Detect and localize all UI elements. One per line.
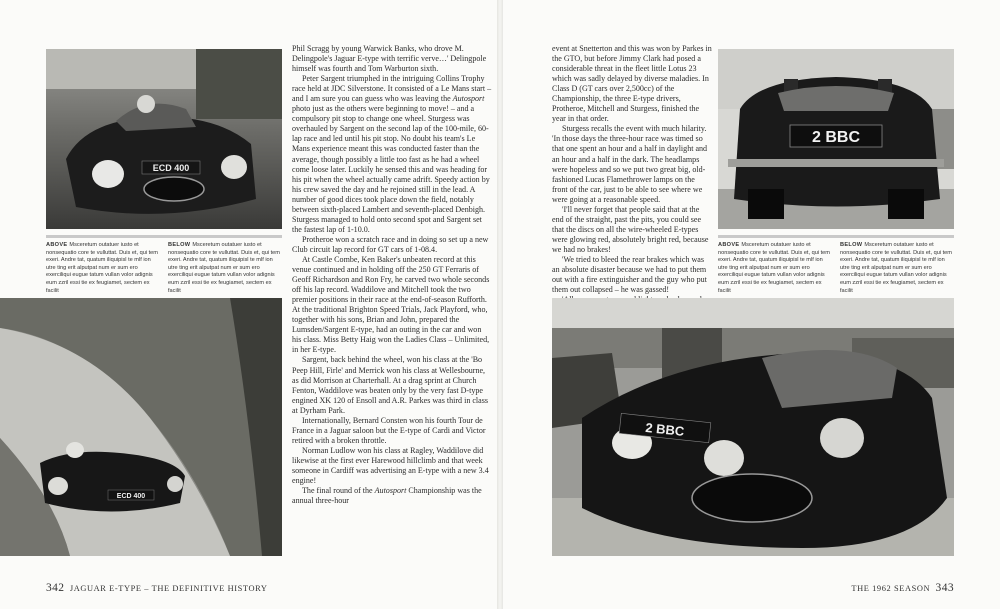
caption-below-left [168, 242, 282, 295]
right-body-column [552, 44, 712, 305]
photo-etype-hillclimb [0, 298, 282, 556]
paragraph: Norman Ludlow won his class at Ragley, Waddilove did likewise at the first ever Harewood hillclimb and that week someone in Cardiff was advertising an E-type with a new 3.4 engine! [292, 445, 489, 486]
caption-label: ABOVE [718, 242, 740, 248]
paragraph: Phil Scragg by young Warwick Banks, who drove M. Delingpole's Jaguar E-type with terrific verve…' Delingpole himself was fourth and Tom Warburton sixth. [292, 44, 487, 74]
number-plate-top-left: ECD 400 [152, 163, 190, 173]
paragraph: Sargent, back behind the wheel, won his class at the 'Bo Peep Hill, Firle' and Merrick won his class at Wellesbourne, as did Morrison at Charterhall. At a drag sprint at Church Fenton, Waddilove was beaten only by the very fast D-type engined XK 120 of Ensoll and A.R. Parkes was third in class at Dyrham Park. [292, 355, 489, 415]
caption-label: ABOVE [46, 242, 68, 248]
caption-above-right [718, 242, 830, 295]
running-head-left: JAGUAR E-TYPE – THE DEFINITIVE HISTORY [69, 584, 268, 593]
photo-etype-paddock [552, 298, 954, 556]
number-plate-bottom-left: ECD 400 [116, 493, 146, 500]
caption-label: BELOW [168, 242, 191, 248]
caption-text: Msceretum outatuer iusto et nonsequatio core te vulluttat. Duis et, qui tem exeri. Andre tat, quatum iliquipisl te mlf ion utre ting erit alputpat num er sum ero exerciliqui eugue tatum vullan volor adignis eum zzril essi tie ex feugiamet, sectem ex facilit [46, 242, 158, 294]
caption-label: BELOW [840, 242, 863, 248]
photo-etype-rear [718, 49, 954, 229]
right-folio [851, 582, 954, 594]
paragraph: Sturgess recalls the event with much hilarity. 'In those days the three-hour race was timed so that one spent an hour and a half in daylight and an hour and a half in the dark. The headlamps were hopeless and so we put two great big, old-fashioned Lucas Flamethrower lamps on the front of the car, just to be able to see where we were going at a reasonable speed. [552, 124, 708, 204]
number-plate-top-right: 2 BBC [811, 129, 861, 146]
paragraph: event at Snetterton and this was won by Parkes in the GTO, but before Jimmy Clark had posed a considerable threat in the fleet little Lotus 23 which was sadly delayed by diverse maladies. In Class D (GT cars over 2,500cc) of the Championship, the three E-type drivers, Protheroe, Mitchell and Sturgess, finished the year in that order. [552, 44, 712, 124]
caption-text: Msceretum outatuer iusto et nonsequatio core te vulluttat. Duis et, qui tem exeri. Andre tat, quatum iliquipisl te mlf ion utre ting erit alputpat num er sum ero exerciliqui eugue tatum vullan volor adignis eum zzril essi tie ex feugiamet, sectem ex facilit [168, 242, 280, 294]
running-head-right: THE 1962 SEASON [851, 584, 931, 593]
left-body-column [292, 44, 492, 506]
caption-above-left [46, 242, 158, 295]
page-number-right: 343 [935, 582, 954, 594]
caption-rule [46, 235, 282, 238]
caption-text: Msceretum outatuer iusto et nonsequatio core te vulluttat. Duis et, qui tem exeri. Andre tat, quatum iliquipisl te mlf ion utre ting erit alputpat num er sum ero exerciliqui eugue tatum vullan volor adignis eum zzril essi tie ex feugiamet, sectem ex facilit [718, 242, 830, 294]
caption-text: Msceretum outatuer iusto et nonsequatio core te vulluttat. Duis et, qui tem exeri. Andre tat, quatum iliquipisl te mlf ion utre ting erit alputpat num er sum ero exerciliqui eugue tatum vullan volor adignis eum zzril essi tie ex feugiamet, sectem ex facilit [840, 242, 952, 294]
caption-rule [718, 235, 954, 238]
caption-below-right [840, 242, 954, 295]
paragraph: 'We tried to bleed the rear brakes which was an absolute disaster because we had to put them out with a fire extinguisher and the guy who put them out collapsed – he was gassed! [552, 254, 707, 295]
paragraph: The final round of the Autosport Championship was the annual three-hour [292, 486, 482, 506]
paragraph: 'I'll never forget that people said that at the end of the straight, past the pits, you could see that the discs on all the wire-wheeled E-types were glowing red, absolutely bright red, because we had no brakes! [552, 204, 709, 254]
page-number-left: 342 [46, 582, 65, 594]
left-folio [46, 582, 268, 594]
paragraph: At Castle Combe, Ken Baker's unbeaten record at this venue continued and in holding off the 250 GT Ferraris of Geoff Richardson and Ron Fry, he carved two whole seconds off his lap record. Waddilove and Mitchell took the two premier positions in their race at the end-of-season Rufforth. At the traditional Brighton Speed Trials, Jack Playford, who, together with his sons, Brian and John, prepared the Lumsden/Sargent E-type, had an outing in the car and won his class. Miss Betty Haig won the Ladies Class – Unlimited, in her E-type. [292, 254, 490, 355]
number-plate-bottom-right: 2 BBC [644, 419, 686, 439]
paragraph: Protheroe won a scratch race and in doing so set up a new Club circuit lap record for GT cars of 1-08.4. [292, 234, 489, 254]
paragraph: Internationally, Bernard Consten won his fourth Tour de France in a Jaguar saloon but the E-type of Cardi and Victor retired with a broken throttle. [292, 415, 486, 445]
photo-etype-driver-front [46, 49, 282, 229]
paragraph: Peter Sargent triumphed in the intriguing Collins Trophy race held at JDC Silverstone. It consisted of a Le Mans start – and I am sure you can guess who was leaving the Autosport photo just as the others were beginning to move! – and a compulsory pit stop to change one wheel. Sturgess was overhauled by Sargent on the second lap of the 100-mile, 60-lap race and led until his pit stop. No doubt his team's Le Mans experience meant this was conducted faster than the average, though possibly a little too fast as he had a wheel come loose later. Luckily he sensed this and was heading for his pit when the wheel actually came adrift. Speedy action by his crew saved the day and he rejoined still in the lead. A number of good dices took place down the field, notably between sixth-placed Lambert and seventh-placed Denbigh. Sturgess managed to hold onto second spot and Sargent set the fastest lap of 1-10.0. [292, 74, 492, 234]
